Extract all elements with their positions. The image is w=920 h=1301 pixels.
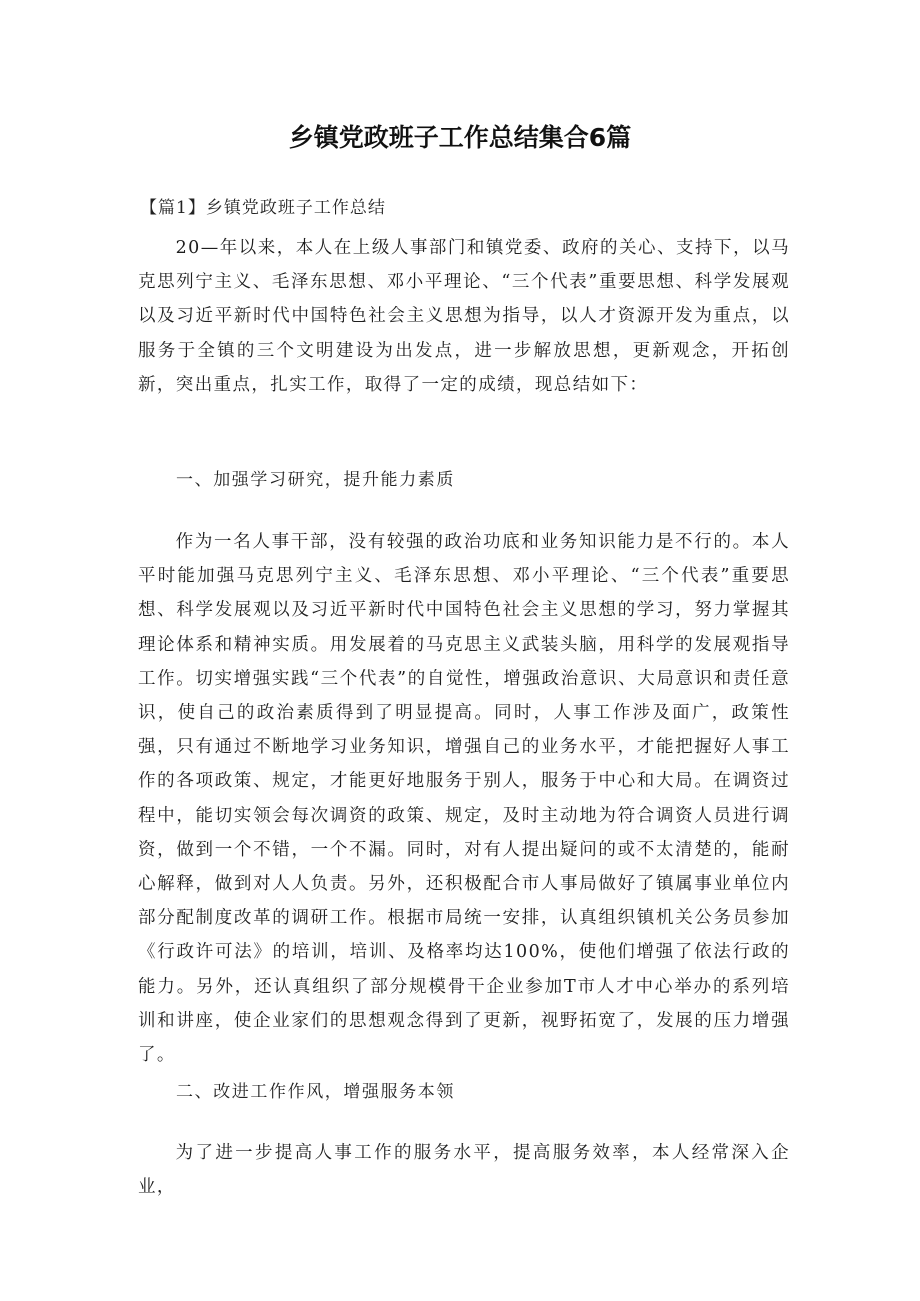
body-paragraph-2: 为了进一步提高人事工作的服务水平，提高服务效率，本人经常深入企业， bbox=[138, 1143, 790, 1198]
body-paragraph-1: 作为一名人事干部，没有较强的政治功底和业务知识能力是不行的。本人平时能加强马克思列宁主义、毛泽东思想、邓小平理论、“三个代表”重要思想、科学发展观以及习近平新时代中国特色社会主义思想的学习，努力掌握其理论体系和精神实质。用发展着的马克思主义武装头脑，用科学的发展观指导工作。切实增强实践“三个代表”的自觉性，增强政治意识、大局意识和责任意识，使自己的政治素质得到了明显提高。同时，人事工作涉及面广，政策性强，只有通过不断地学习业务知识，增强自己的业务水平，才能把握好人事工作的各项政策、规定，才能更好地服务于别人，服务于中心和大局。在调资过程中，能切实领会每次调资的政策、规定，及时主动地为符合调资人员进行调资，做到一个不错，一个不漏。同时，对有人提出疑问的或不太清楚的，能耐心解释，做到对人人负责。另外，还积极配合市人事局做好了镇属事业单位内部分配制度改革的调研工作。根据市局统一安排，认真组织镇机关公务员参加《行政许可法》的培训，培训、及格率均达100%，使他们增强了依法行政的能力。另外，还认真组织了部分规模骨干企业参加T市人才中心举办的系列培训和讲座，使企业家们的思想观念得到了更新，视野拓宽了，发展的压力增强了。 bbox=[138, 532, 790, 1066]
intro-paragraph: 20—年以来，本人在上级人事部门和镇党委、政府的关心、支持下，以马克思列宁主义、毛泽东思想、邓小平理论、“三个代表”重要思想、科学发展观以及习近平新时代中国特色社会主义思想为指导，以人才资源开发为重点，以服务于全镇的三个文明建设为出发点，进一步解放思想，更新观念，开拓创新，突出重点，扎实工作，取得了一定的成绩，现总结如下： bbox=[138, 238, 790, 395]
document-title: 乡镇党政班子工作总结集合6篇 bbox=[288, 123, 632, 152]
subheading-1: 一、加强学习研究，提升能力素质 bbox=[176, 470, 455, 490]
subheading-2: 二、改进工作作风，增强服务本领 bbox=[176, 1082, 455, 1102]
section-heading: 【篇1】乡镇党政班子工作总结 bbox=[140, 198, 386, 218]
